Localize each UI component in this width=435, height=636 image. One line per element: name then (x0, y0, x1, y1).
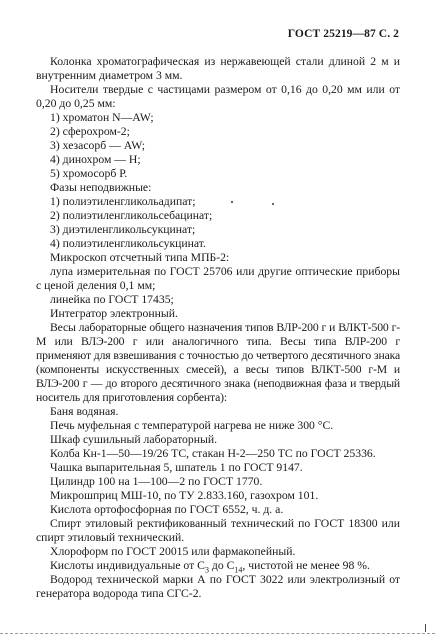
paragraph-text: до С (208, 559, 235, 572)
list-item: 4) полиэтиленгликольсукцинат. (50, 237, 206, 250)
paragraph: Спирт этиловый ректификованный технический по ГОСТ 18300 или спирт этиловый технический. (36, 517, 400, 544)
list-item: 2) полиэтиленгликольсебацинат; (50, 209, 213, 222)
list-item: 1) полиэтиленгликольадипат; (50, 195, 196, 208)
list-item: 3) хезасорб — AW; (50, 139, 146, 152)
list-item: 1) хроматон N—AW; (50, 111, 154, 124)
paragraph: Колба Кн-1—50—19/26 ТС, стакан Н-2—250 ТС по ГОСТ 25336. (50, 447, 376, 460)
paragraph: Колонка хроматографическая из нержавеющей стали длиной 2 м и внутренним диаметром 3 мм. (36, 55, 400, 82)
list-item: 2) сферохром-2; (50, 125, 130, 138)
page-header: ГОСТ 25219—87 С. 2 (287, 28, 399, 40)
paragraph: Интегратор электронный. (50, 307, 178, 320)
paragraph: Цилиндр 100 на 1—100—2 по ГОСТ 1770. (50, 475, 263, 488)
page-bottom-rule (0, 633, 435, 634)
paragraph: Баня водяная. (50, 405, 119, 418)
list-item: 4) динохром — Н; (50, 153, 141, 166)
document-body (36, 55, 400, 601)
scan-speck (272, 203, 274, 205)
corner-mark (425, 624, 426, 632)
paragraph-text: Кислоты индивидуальные от С (50, 559, 205, 572)
list-item: 3) диэтиленгликольсукцинат; (50, 223, 196, 236)
paragraph: Водород технической марки А по ГОСТ 3022 или электролизный от генератора водорода типа СГС-2. (36, 573, 400, 600)
paragraph: Носители твердые с частицами размером от 0,16 до 0,20 мм или от 0,20 до 0,25 мм: (36, 83, 400, 110)
subscript: 3 (204, 565, 209, 575)
paragraph: Кислота ортофосфорная по ГОСТ 6552, ч. д. а. (50, 503, 284, 516)
paragraph: Чашка выпарительная 5, шпатель 1 по ГОСТ 9147. (50, 461, 303, 474)
paragraph: Весы лабораторные общего назначения типов ВЛР-200 г и ВЛКТ-500 г-М или ВЛЭ-200 г или аналогичного типа. Весы типа ВЛР-200 г применяют для взвешивания с точностью до четвертого десятичного знака (компоненты искусственных смесей), а весы типов ВЛКТ-500 г-М и ВЛЭ-200 г — до второго десятичного знака (неподвижная фаза и твердый носитель для приготовления сорбента): (36, 321, 400, 404)
paragraph: линейка по ГОСТ 17435; (50, 293, 174, 306)
paragraph: Шкаф сушильный лабораторный. (50, 433, 218, 446)
paragraph: Печь муфельная с температурой нагрева не ниже 300 °С. (50, 419, 334, 432)
scan-speck (231, 201, 233, 203)
paragraph: лупа измерительная по ГОСТ 25706 или другие оптические приборы с ценой деления 0,1 мм; (36, 265, 400, 292)
subscript: 14 (234, 565, 243, 575)
paragraph: Микроскоп отсчетный типа МПБ-2: (50, 251, 230, 264)
paragraph-text: , чистотой не менее 98 %. (242, 559, 370, 572)
paragraph (36, 559, 400, 573)
list-item: 5) хромосорб Р. (50, 167, 128, 180)
paragraph: Фазы неподвижные: (50, 181, 152, 194)
paragraph: Хлороформ по ГОСТ 20015 или фармакопейный. (50, 545, 296, 558)
paragraph: Микрошприц МШ-10, по ТУ 2.833.160, газохром 101. (50, 489, 319, 502)
